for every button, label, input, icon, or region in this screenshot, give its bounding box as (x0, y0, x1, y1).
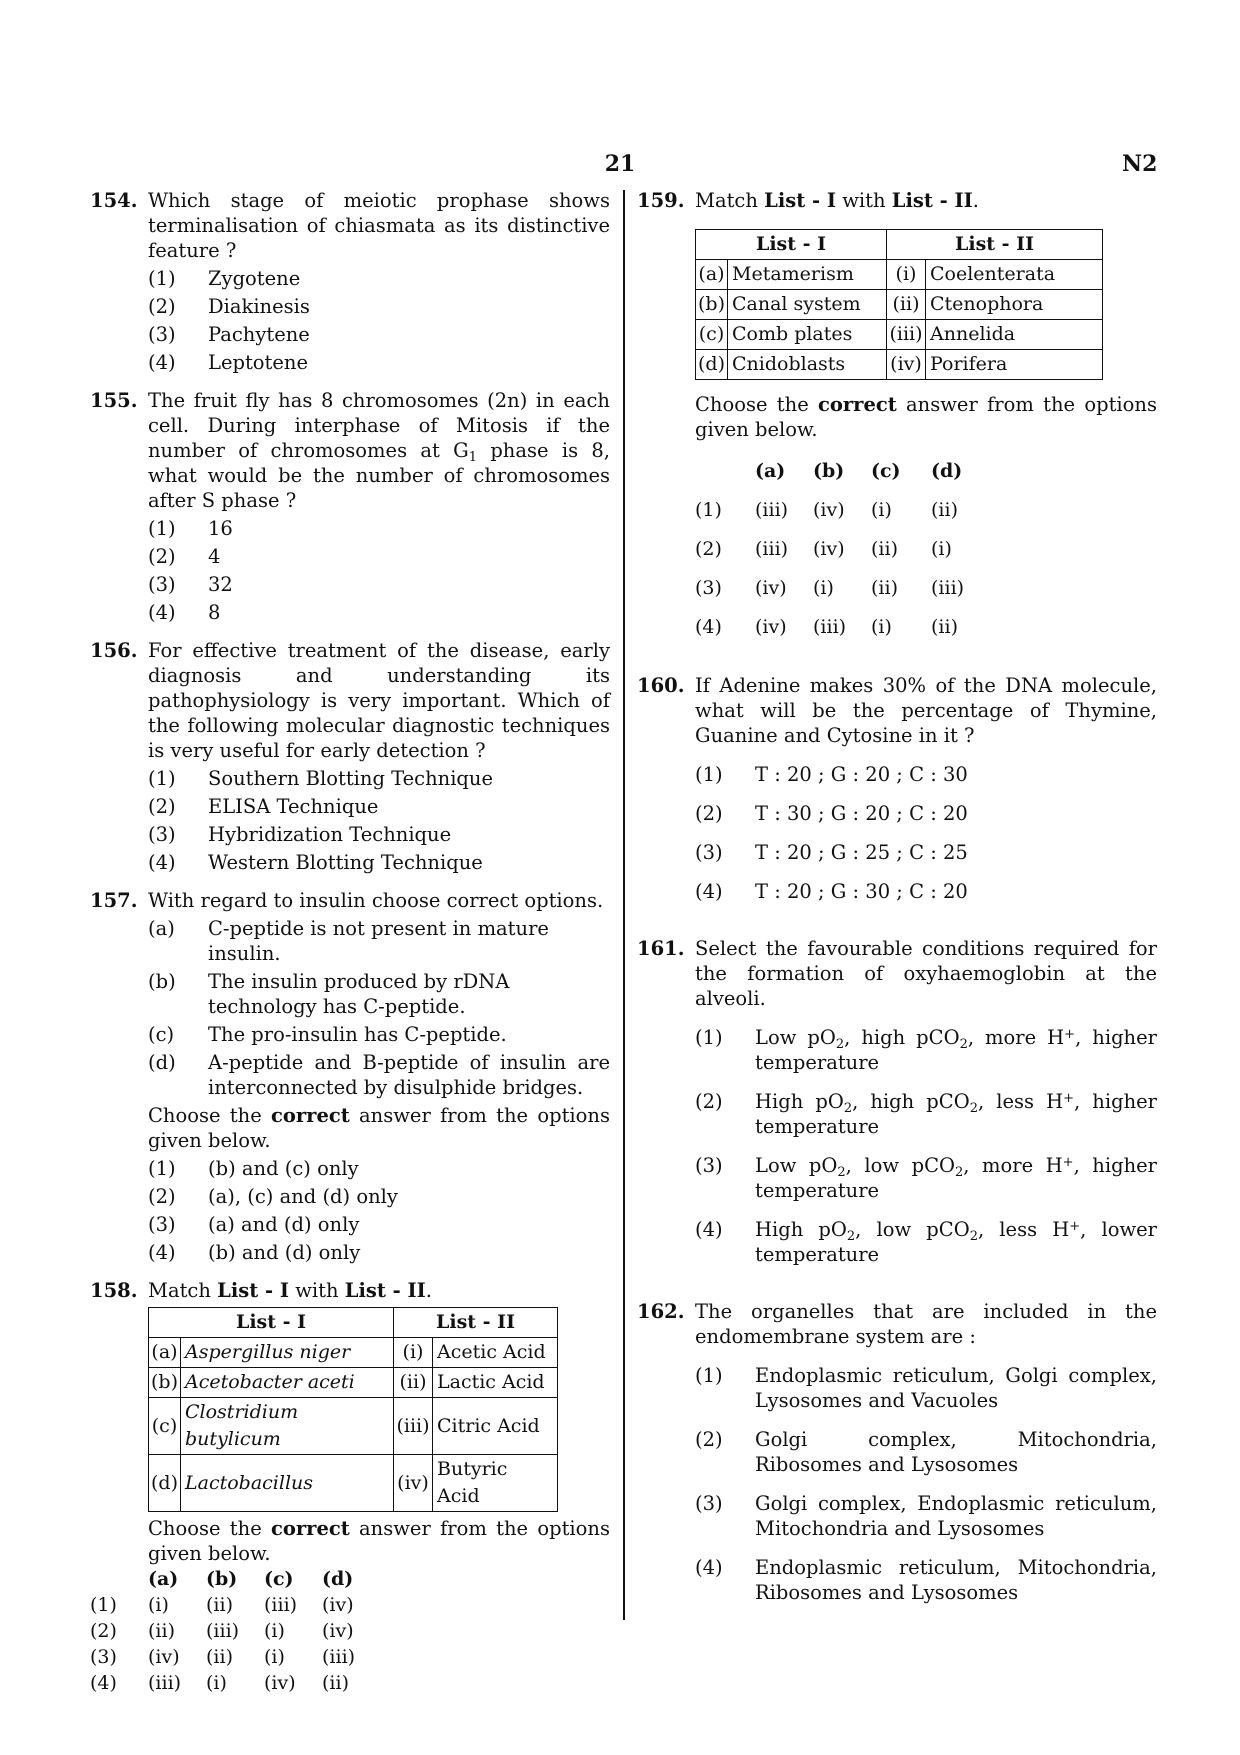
table-row: (a) Aspergillus niger (i) Acetic Acid (149, 1338, 558, 1368)
answer-option[interactable]: (4) (iv) (iii) (i) (ii) (695, 616, 958, 638)
option-number: (3) (148, 823, 176, 846)
option[interactable] (695, 1427, 1157, 1477)
option[interactable] (148, 1212, 610, 1237)
option[interactable] (148, 544, 610, 569)
option-number: (4) (148, 601, 176, 624)
option[interactable] (148, 1240, 610, 1265)
statement: (b) The insulin produced by rDNA technology has C-peptide. (148, 970, 510, 1018)
table-row: (d) Cnidoblasts (iv) Porifera (696, 350, 1103, 380)
option-text: Pachytene (208, 323, 310, 346)
option[interactable] (148, 766, 610, 791)
match-table (148, 1307, 558, 1512)
answer-option[interactable]: (2) (iii) (iv) (ii) (i) (695, 538, 952, 560)
option-number: (2) (148, 795, 176, 818)
option-number: (4) (695, 880, 723, 903)
question-156 (90, 638, 610, 875)
option-number: (4) (148, 851, 176, 874)
option-number: (2) (148, 295, 176, 318)
option-number: (4) (148, 1241, 176, 1264)
match-table (695, 229, 1103, 380)
option[interactable]: (1) Low $pO_2$, high pCO$_2$, more H+, higher temperature (695, 1026, 1157, 1074)
option-number: (3) (148, 573, 176, 596)
option-text: 4 (208, 545, 221, 568)
question-158 (90, 1278, 610, 1696)
question-text: The fruit fly has 8 chromosomes (2n) in each cell. During interphase of Mitosis if the number of chromosomes at $G_1$ phase is 8, what would be the number of chromosomes after S phase ? (148, 389, 610, 512)
right-column (637, 188, 1157, 1605)
answer-option[interactable]: (3) (iv) (ii) (i) (iii) (90, 1645, 356, 1668)
answer-option[interactable]: (4) (iii) (i) (iv) (ii) (90, 1671, 349, 1694)
option[interactable] (148, 266, 610, 291)
list-2-header: List - II (887, 230, 1103, 260)
question-number: 160. (637, 674, 685, 697)
question-161 (637, 936, 1157, 1267)
answer-grid (695, 452, 1157, 647)
choose-instruction: Choose the correct answer from the options given below. (148, 1517, 610, 1565)
option[interactable] (148, 1184, 610, 1209)
option[interactable] (695, 879, 1157, 904)
option-text: (b) and (c) only (208, 1157, 359, 1180)
question-text: Match List - I with List - II. (695, 189, 979, 212)
option-text: Leptotene (208, 351, 309, 374)
option-number: (3) (695, 1492, 723, 1515)
question-number: 157. (90, 889, 138, 912)
answer-option[interactable]: (2) (ii) (iii) (i) (iv) (90, 1619, 354, 1642)
option[interactable] (695, 1363, 1157, 1413)
option-number: (2) (148, 1185, 176, 1208)
option-text: Golgi complex, Mitochondria, Ribosomes and Lysosomes (755, 1428, 1157, 1476)
option-number: (1) (695, 1364, 723, 1387)
option-text: T : 20 ; G : 25 ; C : 25 (755, 841, 968, 864)
option-text: Diakinesis (208, 295, 310, 318)
question-text: The organelles that are included in the endomembrane system are : (695, 1300, 1157, 1348)
option[interactable] (148, 822, 610, 847)
answer-option[interactable]: (3) (iv) (i) (ii) (iii) (695, 577, 965, 599)
option[interactable]: (2) High $pO_2$, high pCO$_2$, less H+, higher temperature (695, 1090, 1157, 1138)
question-159 (637, 188, 1157, 647)
question-154 (90, 188, 610, 375)
option[interactable] (148, 350, 610, 375)
option-number: (3) (148, 323, 176, 346)
question-number: 159. (637, 189, 685, 212)
option-number: (2) (148, 545, 176, 568)
answer-option[interactable]: (1) (iii) (iv) (i) (ii) (695, 499, 958, 521)
statement: (c) The pro-insulin has C-peptide. (148, 1023, 507, 1046)
option-number: (3) (148, 1213, 176, 1236)
statement: (d) A-peptide and B-peptide of insulin are interconnected by disulphide bridges. (148, 1051, 610, 1099)
option[interactable]: (3) Low $pO_2$, low pCO$_2$, more H+, higher temperature (695, 1154, 1157, 1202)
option-number: (2) (695, 1428, 723, 1451)
option-number: (4) (148, 351, 176, 374)
column-divider (623, 190, 625, 1620)
table-row: (b) Canal system (ii) Ctenophora (696, 290, 1103, 320)
booklet-code: N2 (1122, 151, 1158, 177)
option-number: (3) (695, 841, 723, 864)
option-number: (2) (695, 802, 723, 825)
option[interactable]: (4) High $pO_2$, low pCO$_2$, less H+, lower temperature (695, 1218, 1157, 1266)
option-text: (b) and (d) only (208, 1241, 361, 1264)
option-text: ELISA Technique (208, 795, 379, 818)
option-text: 32 (208, 573, 233, 596)
option-text: Zygotene (208, 267, 301, 290)
question-157 (90, 888, 610, 1265)
option[interactable] (148, 572, 610, 597)
option-text: T : 20 ; G : 20 ; C : 30 (755, 763, 968, 786)
option[interactable] (148, 516, 610, 541)
option-text: 16 (208, 517, 233, 540)
question-text: Which stage of meiotic prophase shows terminalisation of chiasmata as its distinctive feature ? (148, 189, 610, 262)
question-text: If Adenine makes 30% of the DNA molecule, what will be the percentage of Thymine, Guanine and Cytosine in it ? (695, 674, 1157, 747)
question-162 (637, 1299, 1157, 1605)
option-text: Endoplasmic reticulum, Golgi complex, Lysosomes and Vacuoles (755, 1364, 1157, 1412)
statement: (a) C-peptide is not present in mature insulin. (148, 917, 549, 965)
option-number: (1) (148, 767, 176, 790)
choose-instruction: Choose the correct answer from the options given below. (148, 1104, 610, 1152)
answer-option[interactable]: (1) (i) (ii) (iii) (iv) (90, 1593, 354, 1616)
list-1-header: List - I (149, 1308, 394, 1338)
question-text: Match List - I with List - II. (148, 1279, 432, 1302)
option-text: Endoplasmic reticulum, Mitochondria, Ribosomes and Lysosomes (755, 1556, 1157, 1604)
question-text: For effective treatment of the disease, early diagnosis and understanding its pathophysiology is very important. Which of the following molecular diagnostic techniques is very useful for early detection ? (148, 639, 610, 762)
question-text: Select the favourable conditions required for the formation of oxyhaemoglobin at the alveoli. (695, 937, 1157, 1010)
option-text: (a), (c) and (d) only (208, 1185, 398, 1208)
option[interactable] (148, 600, 610, 625)
answer-table: (a) (b) (c) (d) (1) (i) (ii) (iii) (iv) (2) (ii) (iii) (i) (iv) (3) (iv) (ii) (i) (iii) (4) (iii) (i) (iv) (ii) (90, 1566, 380, 1696)
question-number: 155. (90, 389, 138, 412)
question-155 (90, 388, 610, 625)
option-text: T : 30 ; G : 20 ; C : 20 (755, 802, 968, 825)
answer-grid (90, 1566, 610, 1696)
table-row: (b) Acetobacter aceti (ii) Lactic Acid (149, 1368, 558, 1398)
option[interactable] (695, 1491, 1157, 1541)
option-number: (1) (148, 267, 176, 290)
page-number: 21 (604, 151, 636, 177)
table-row: (d) Lactobacillus (iv) Butyric Acid (149, 1455, 558, 1512)
list-2-header: List - II (394, 1308, 558, 1338)
table-row: (c) Clostridium butylicum (iii) Citric Acid (149, 1398, 558, 1455)
question-number: 161. (637, 937, 685, 960)
option[interactable] (148, 294, 610, 319)
option[interactable] (695, 840, 1157, 865)
list-1-header: List - I (696, 230, 887, 260)
option-text: Western Blotting Technique (208, 851, 483, 874)
question-text: With regard to insulin choose correct options. (148, 889, 604, 912)
option-text: (a) and (d) only (208, 1213, 360, 1236)
option-text: T : 20 ; G : 30 ; C : 20 (755, 880, 968, 903)
option-number: (1) (148, 517, 176, 540)
option-text: Southern Blotting Technique (208, 767, 494, 790)
question-number: 156. (90, 639, 138, 662)
answer-table: (a) (b) (c) (d) (1) (iii) (iv) (i) (ii) (2) (iii) (iv) (ii) (i) (3) (iv) (i) (ii) (iii) (4) (iv) (iii) (i) (ii) (695, 452, 989, 647)
option-number: (1) (148, 1157, 176, 1180)
option[interactable] (148, 850, 610, 875)
question-number: 158. (90, 1279, 138, 1302)
option-number: (4) (695, 1556, 723, 1579)
question-number: 154. (90, 189, 138, 212)
option-text: Golgi complex, Endoplasmic reticulum, Mitochondria and Lysosomes (755, 1492, 1157, 1540)
option[interactable] (695, 1555, 1157, 1605)
option-text: Hybridization Technique (208, 823, 452, 846)
option[interactable] (148, 1156, 610, 1181)
choose-instruction: Choose the correct answer from the options given below. (695, 393, 1157, 441)
table-row: (a) Metamerism (i) Coelenterata (696, 260, 1103, 290)
question-160 (637, 673, 1157, 904)
option[interactable] (148, 794, 610, 819)
option[interactable] (695, 762, 1157, 787)
question-number: 162. (637, 1300, 685, 1323)
option[interactable] (695, 801, 1157, 826)
left-column (90, 188, 610, 1696)
option-number: (1) (695, 763, 723, 786)
table-row: (c) Comb plates (iii) Annelida (696, 320, 1103, 350)
option-text: 8 (208, 601, 221, 624)
option[interactable] (148, 322, 610, 347)
